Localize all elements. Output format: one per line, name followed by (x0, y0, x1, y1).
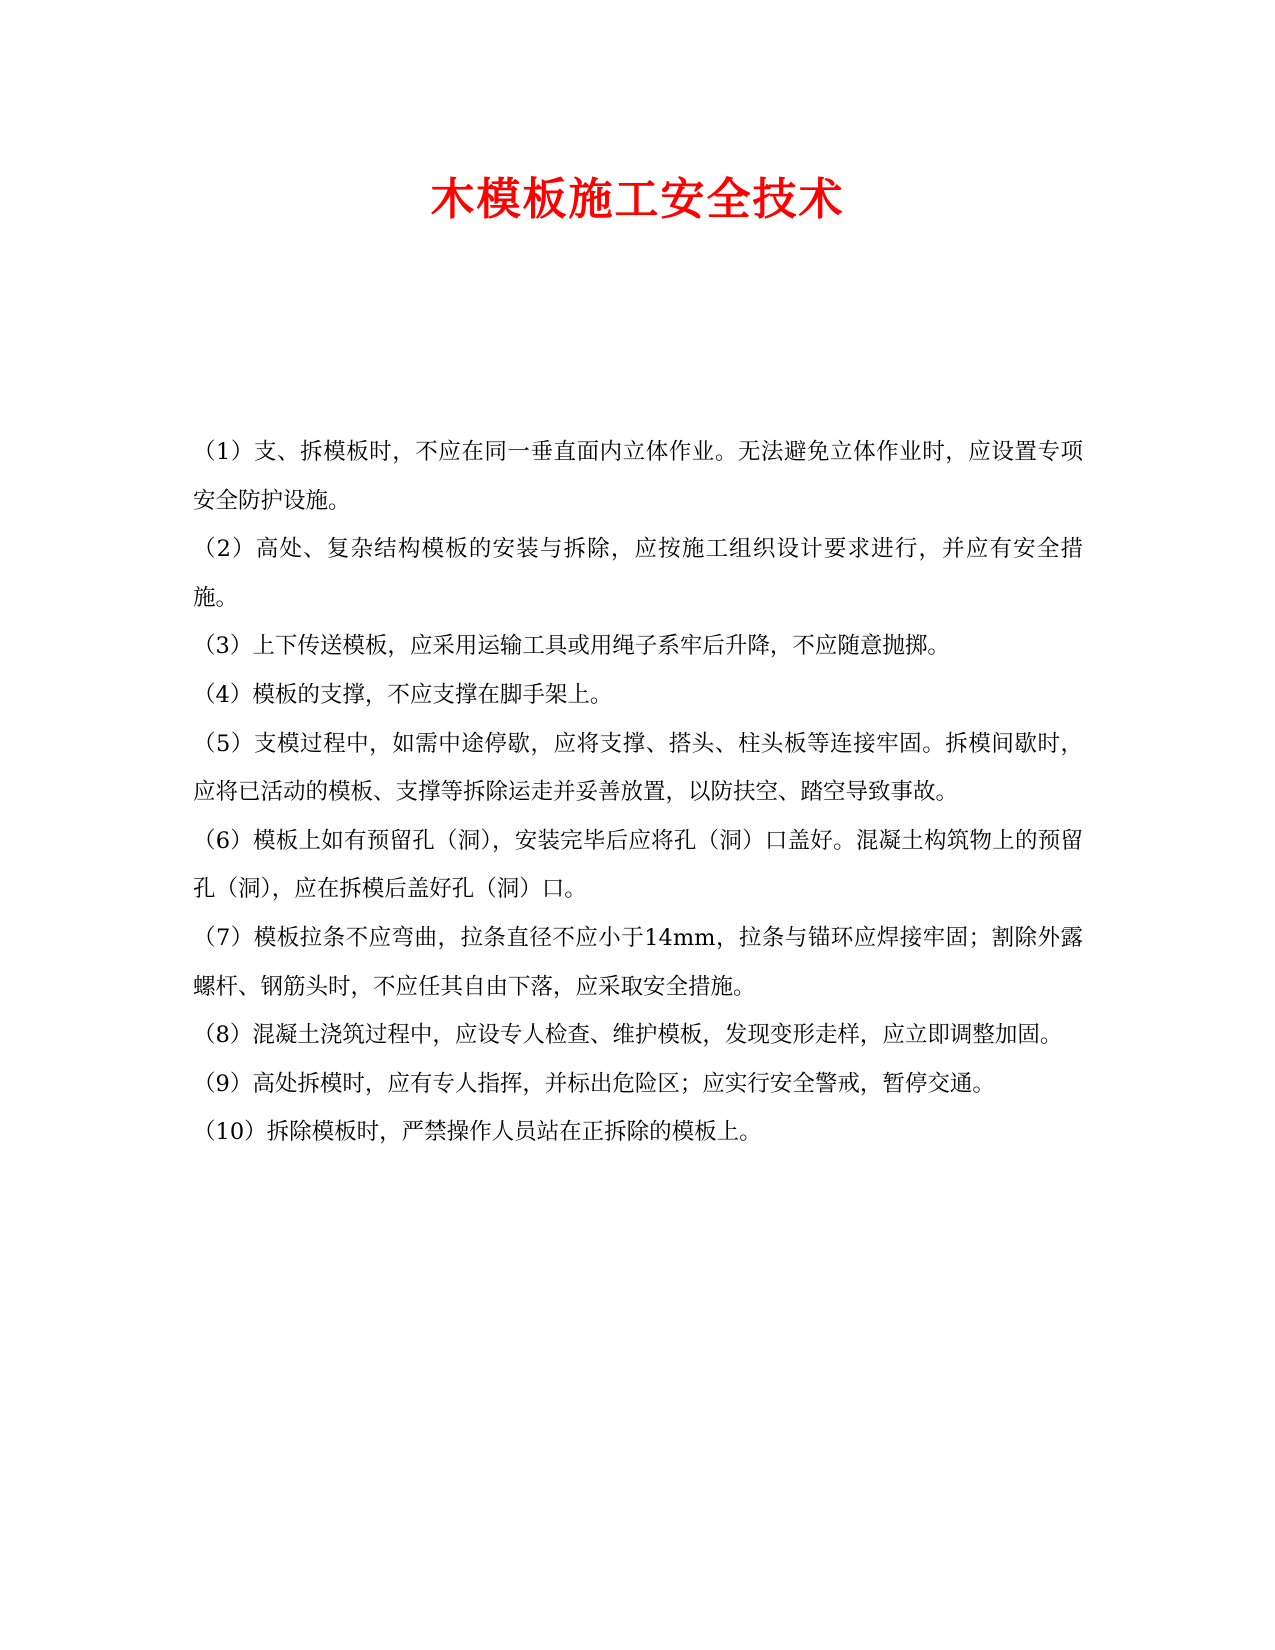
paragraph-4: （4）模板的支撑，不应支撑在脚手架上。 (193, 681, 613, 708)
paragraph-5: （5）支模过程中，如需中途停歇，应将支撑、搭头、柱头板等连接牢固。拆模间歇时，应将已活动的模板、支撑等拆除运走并妥善放置，以防扶空、踏空导致事故。 (193, 730, 1083, 806)
paragraph-10: （10）拆除模板时，严禁操作人员站在正拆除的模板上。 (193, 1119, 762, 1146)
paragraph-6: （6）模板上如有预留孔（洞），安装完毕后应将孔（洞）口盖好。混凝土构筑物上的预留孔（洞），应在拆模后盖好孔（洞）口。 (193, 827, 1083, 903)
paragraph-3: （3）上下传送模板，应采用运输工具或用绳子系牢后升降，不应随意抛掷。 (193, 633, 950, 660)
paragraph-2: （2）高处、复杂结构模板的安装与拆除，应按施工组织设计要求进行，并应有安全措施。 (193, 536, 1083, 611)
paragraph-9: （9）高处拆模时，应有专人指挥，并标出危险区；应实行安全警戒，暂停交通。 (193, 1070, 995, 1097)
document-title: 木模板施工安全技术 (430, 174, 845, 225)
paragraph-1: （1）支、拆模板时，不应在同一垂直面内立体作业。无法避免立体作业时，应设置专项安全防护设施。 (193, 439, 1083, 514)
document-body (193, 428, 1083, 1157)
paragraph-7: （7）模板拉条不应弯曲，拉条直径不应小于14mm，拉条与锚环应焊接牢固；割除外露螺杆、钢筋头时，不应任其自由下落，应采取安全措施。 (193, 924, 1083, 1000)
paragraph-8: （8）混凝土浇筑过程中，应设专人检查、维护模板，发现变形走样，应立即调整加固。 (193, 1022, 1063, 1049)
